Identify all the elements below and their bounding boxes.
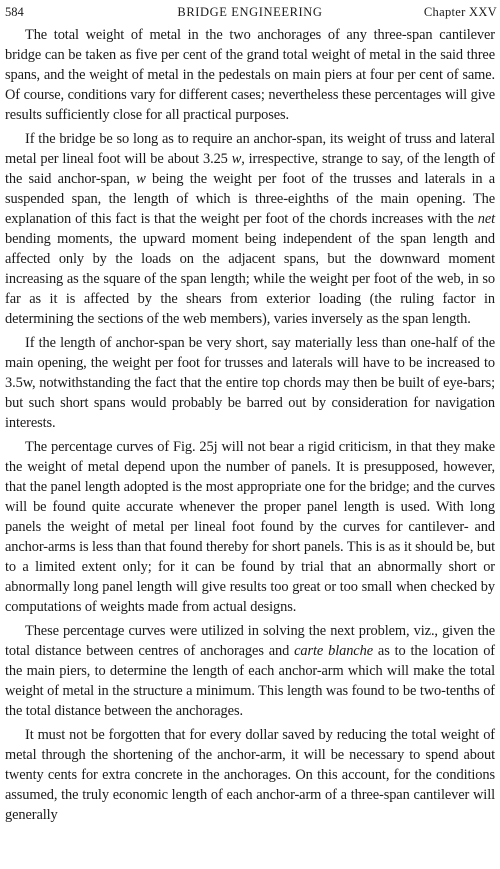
running-header <box>3 2 497 22</box>
paragraph-text-segment: If the bridge be so long as to require an anchor-span, its weight of truss and lateral metal per lineal foot will be about 3.25 <box>5 131 495 167</box>
paragraph-text-segment: These percentage curves were utilized in solving the next problem, viz., given the total distance between centres of anchorages and <box>5 623 495 659</box>
book-page <box>3 0 497 869</box>
paragraph-economic-length <box>5 725 495 825</box>
running-title: BRIDGE ENGINEERING <box>177 5 323 19</box>
paragraph-short-anchor-span <box>5 333 495 433</box>
paragraph-text-segment: as to the location of the main piers, to determine the length of each anchor-arm which will make the total weight of metal in the structure a minimum. This length was found to be two-tenths of the total distance between the anchorages. <box>5 643 495 719</box>
body-text <box>5 25 495 825</box>
paragraph-text-segment: , irrespective, strange to say, of the length of the said anchor-span, <box>5 151 495 187</box>
paragraph-text: The percentage curves of Fig. 25j will not bear a rigid criticism, in that they make the weight of metal depend upon the number of panels. It is presupposed, however, that the panel length adopted is the most appropriate one for the bridge; and the curves will be found quite accurate whenever the proper panel length is used. With long panels the weight of metal per lineal foot found by the curves for cantilever- and anchor-arms is less than that found thereby for short panels. This is as it should be, but to a limited extent only; for it can be found by trial that an abnormally short or abnormally long panel length will give results too great or too small when checked by computations of weights made from actual designs. <box>5 439 495 615</box>
chapter-label: Chapter XXV <box>423 5 497 19</box>
italic-carte-blanche: carte blanche <box>294 643 373 659</box>
italic-variable-w: w <box>136 171 146 187</box>
page-number: 584 <box>5 5 24 19</box>
paragraph-anchor-arm-length <box>5 621 495 721</box>
paragraph-anchorage-weights <box>5 25 495 125</box>
paragraph-text: It must not be forgotten that for every dollar saved by reducing the total weight of metal through the shortening of the anchor-arm, it will be necessary to spend about twenty cents for extra concrete in the anchorages. On this account, for the conditions assumed, the truly economic length of each anchor-arm of a three-span cantilever will generally <box>5 727 495 823</box>
paragraph-text-segment: being the weight per foot of the trusses and laterals in a suspended span, the length of which is three-eighths of the main opening. The explanation of this fact is that the weight per foot of the chords increases with the <box>5 171 495 227</box>
paragraph-percentage-curves <box>5 437 495 617</box>
paragraph-anchor-span-weight <box>5 129 495 329</box>
italic-net: net <box>477 211 495 227</box>
paragraph-text: If the length of anchor-span be very short, say materially less than one-half of the main opening, the weight per foot for trusses and laterals will have to be increased to 3.5w, notwithstanding the fact that the entire top chords may then be built of eye-bars; but such short spans would probably be barred out by consideration for navigation interests. <box>5 335 495 431</box>
paragraph-text: The total weight of metal in the two anchorages of any three-span cantilever bridge can be taken as five per cent of the grand total weight of metal in the said three spans, and the weight of metal in the pedestals on main piers at four per cent of same. Of course, conditions vary for different cases; nevertheless these percentages will give results sufficiently close for all practical purposes. <box>5 27 495 123</box>
italic-variable-w: w <box>231 151 242 167</box>
paragraph-text-segment: bending moments, the upward moment being independent of the span length and affected only by the loads on the adjacent spans, but the downward moment increasing as the square of the span length; while the weight per foot of the web, in so far as it is affected by the shears from exterior loading (the ruling factor in determining the sections of the web members), varies inversely as the span length. <box>5 231 495 327</box>
